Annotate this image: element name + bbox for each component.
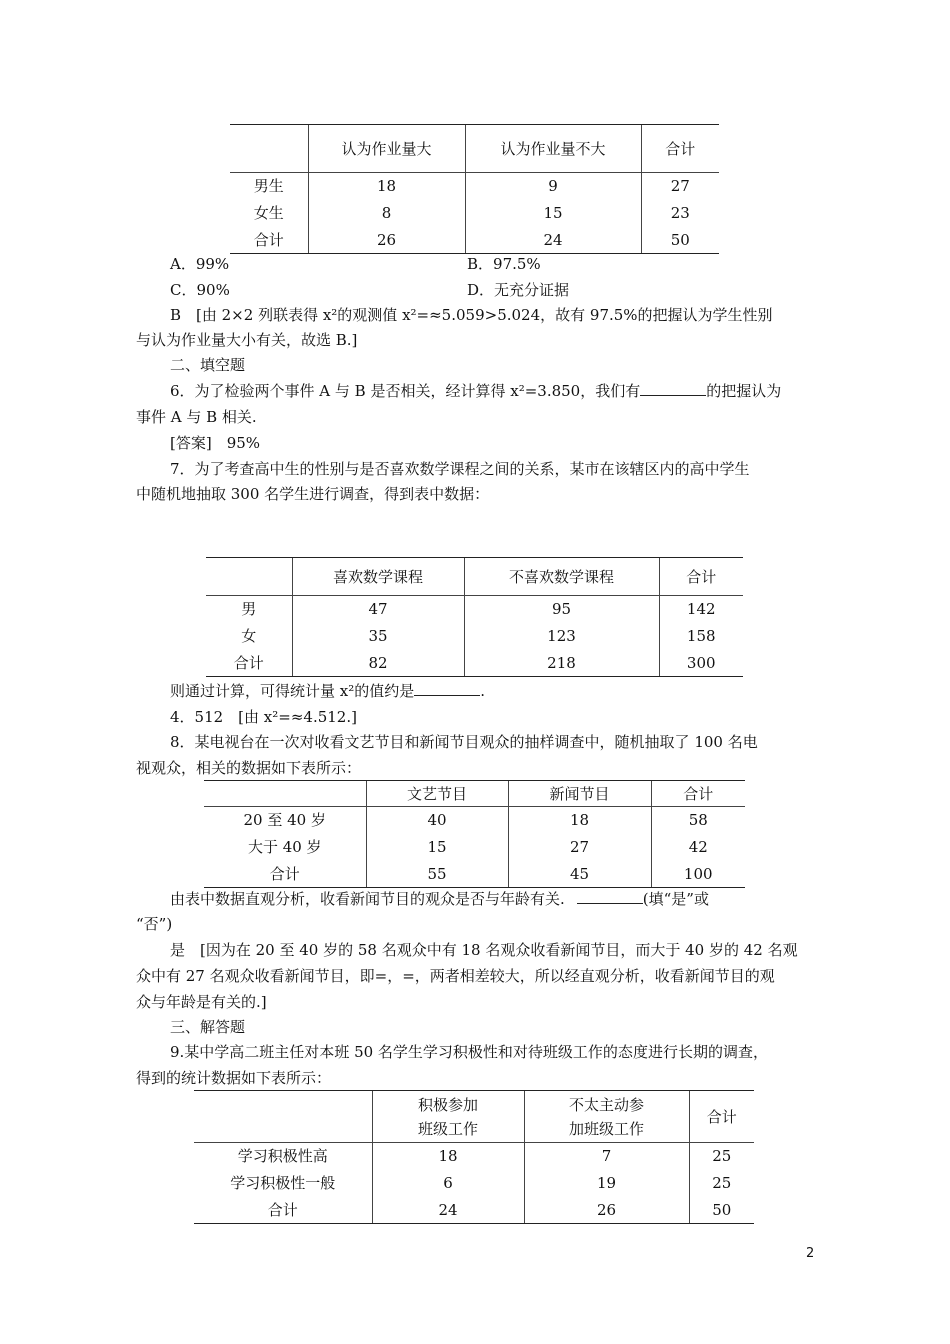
table-cell: 7 (524, 1143, 689, 1170)
page-number: 2 (806, 1246, 815, 1261)
option-d: D．无充分证据 (467, 281, 570, 299)
table-cell: 男 (241, 600, 257, 619)
table-math-preference (206, 557, 743, 677)
table-cell: 合计 (204, 861, 366, 888)
table-header-cell (206, 558, 292, 596)
table-cell: 95 (464, 596, 659, 623)
table-row (206, 650, 743, 677)
table-cell: 26 (524, 1197, 689, 1224)
table-header-row (204, 781, 745, 807)
table-row (204, 861, 745, 888)
table-cell: 合计 (230, 227, 308, 254)
table-row (194, 1197, 754, 1224)
table-cell: 100 (651, 861, 745, 888)
table-header-cell: 认为作业量大 (308, 125, 465, 173)
table-row (230, 200, 719, 227)
table-cell: 学习积极性一般 (230, 1174, 336, 1192)
question-text: 9.某中学高二班主任对本班 50 名学生学习积极性和对待班级工作的态度进行长期的调查， (170, 1043, 768, 1061)
table-cell: 合计 (206, 650, 292, 677)
table-header-cell: 合计 (689, 1091, 754, 1143)
table-header-cell: 喜欢数学课程 (292, 558, 464, 596)
table-header-cell (204, 781, 366, 807)
table-header-row (230, 125, 719, 173)
table-row (204, 834, 745, 861)
table-row (194, 1170, 754, 1197)
question-text-part: 的把握认为 (706, 382, 782, 400)
table-cell: 6 (372, 1170, 524, 1197)
question-text: “否”) (136, 915, 173, 933)
table-cell: 26 (308, 227, 465, 254)
option-c: C．90% (170, 281, 230, 299)
table-header-cell: 合计 (659, 558, 743, 596)
table-cell: 学习积极性高 (237, 1147, 328, 1166)
table-header-cell (524, 1091, 689, 1143)
table-header-cell (194, 1091, 372, 1143)
table-row (230, 227, 719, 254)
table-cell: 82 (292, 650, 464, 677)
question-text-part: 6．为了检验两个事件 A 与 B 是否相关，经计算得 x²=3.850，我们有 (170, 382, 641, 400)
answer-text: 众与年龄是有关的.] (136, 993, 267, 1011)
table-cell: 女生 (253, 204, 284, 222)
table-row (194, 1143, 754, 1170)
table-header-cell (230, 125, 308, 173)
question-text: 中随机地抽取 300 名学生进行调查，得到表中数据： (136, 485, 490, 503)
table-cell: 40 (366, 807, 508, 834)
answer-blank (640, 381, 706, 396)
table-header-cell: 新闻节目 (508, 781, 651, 807)
table-cell: 123 (464, 623, 659, 650)
table-cell: 15 (465, 200, 641, 227)
table-cell: 58 (651, 807, 745, 834)
table-row (230, 173, 719, 200)
table-cell: 45 (508, 861, 651, 888)
table-cell: 27 (641, 173, 719, 200)
table-cell: 女 (241, 627, 257, 645)
table-cell: 25 (689, 1143, 754, 1170)
table-cell: 27 (508, 834, 651, 861)
table-cell: 18 (508, 807, 651, 834)
table-cell: 合计 (194, 1197, 372, 1224)
table-cell: 8 (308, 200, 465, 227)
table-cell: 47 (292, 596, 464, 623)
table-cell: 24 (465, 227, 641, 254)
section-heading: 三、解答题 (170, 1018, 246, 1036)
question-text: 8．某电视台在一次对收看文艺节目和新闻节目观众的抽样调查中，随机抽取了 100 名电 (170, 733, 758, 751)
section-heading: 二、填空题 (170, 356, 246, 374)
table-cell: 23 (641, 200, 719, 227)
table-cell: 300 (659, 650, 743, 677)
question-text: 视观众，相关的数据如下表所示： (136, 759, 362, 777)
option-a: A．99% (170, 255, 230, 273)
table-cell: 男生 (253, 177, 284, 196)
question-text: 得到的统计数据如下表所示： (136, 1069, 332, 1087)
table-header-cell: 文艺节目 (366, 781, 508, 807)
table-cell: 24 (372, 1197, 524, 1224)
table-cell: 18 (308, 173, 465, 200)
answer-text: [答案] 95% (170, 434, 261, 452)
table-cell: 218 (464, 650, 659, 677)
table-header-cell: 不喜欢数学课程 (464, 558, 659, 596)
table-cell: 25 (689, 1170, 754, 1197)
table-cell: 大于 40 岁 (247, 838, 322, 856)
answer-text: 4．512 [由 x²=≈4.512.] (170, 708, 357, 726)
table-header-cell: 合计 (651, 781, 745, 807)
table-header-row (194, 1091, 754, 1143)
answer-text: B [由 2×2 列联表得 x²的观测值 x²=≈5.059>5.024，故有 97.5%的把握认为学生性别 (170, 306, 773, 324)
table-cell: 18 (372, 1143, 524, 1170)
table-cell: 35 (292, 623, 464, 650)
table-header-line: 班级工作 (417, 1119, 478, 1138)
table-class-attitude (194, 1090, 754, 1224)
table-cell: 142 (659, 596, 743, 623)
table-header-row (206, 558, 743, 596)
question-text-part: 由表中数据直观分析，收看新闻节目的观众是否与年龄有关. (170, 890, 565, 908)
table-header-line: 不太主动参 (568, 1095, 644, 1114)
table-header-line: 积极参加 (417, 1095, 478, 1114)
table-cell: 20 至 40 岁 (243, 811, 326, 830)
table-row (204, 807, 745, 834)
question-text: 事件 A 与 B 相关. (136, 408, 257, 426)
table-cell: 50 (641, 227, 719, 254)
table-cell: 55 (366, 861, 508, 888)
table-row (206, 623, 743, 650)
answer-text: 众中有 27 名观众收看新闻节目，即=，=，两者相差较大，所以经直观分析，收看新闻节目的观 (136, 967, 775, 985)
answer-text: 是 [因为在 20 至 40 岁的 58 名观众中有 18 名观众收看新闻节目，而大于 40 岁的 42 名观 (170, 941, 798, 959)
table-homework-gender (230, 124, 719, 254)
table-header-cell: 认为作业量不大 (465, 125, 641, 173)
question-text-part: (填“是”或 (642, 890, 709, 908)
question-text-part: . (480, 682, 486, 700)
table-header-line: 加班级工作 (568, 1119, 644, 1138)
question-text-part: 则通过计算，可得统计量 x²的值约是 (170, 682, 415, 700)
table-cell: 50 (689, 1197, 754, 1224)
table-cell: 9 (465, 173, 641, 200)
table-row (206, 596, 743, 623)
option-b: B．97.5% (467, 255, 541, 273)
answer-blank (414, 681, 480, 696)
table-header-cell (372, 1091, 524, 1143)
table-cell: 15 (366, 834, 508, 861)
table-cell: 42 (651, 834, 745, 861)
table-tv-audience (204, 780, 745, 888)
table-cell: 19 (524, 1170, 689, 1197)
question-text: 7．为了考查高中生的性别与是否喜欢数学课程之间的关系，某市在该辖区内的高中学生 (170, 460, 750, 478)
table-cell: 158 (659, 623, 743, 650)
question-text (170, 381, 781, 401)
table-header-cell: 合计 (641, 125, 719, 173)
answer-text: 与认为作业量大小有关，故选 B.] (136, 331, 358, 349)
question-text (170, 889, 709, 909)
answer-blank (577, 889, 643, 904)
question-text (170, 681, 485, 701)
